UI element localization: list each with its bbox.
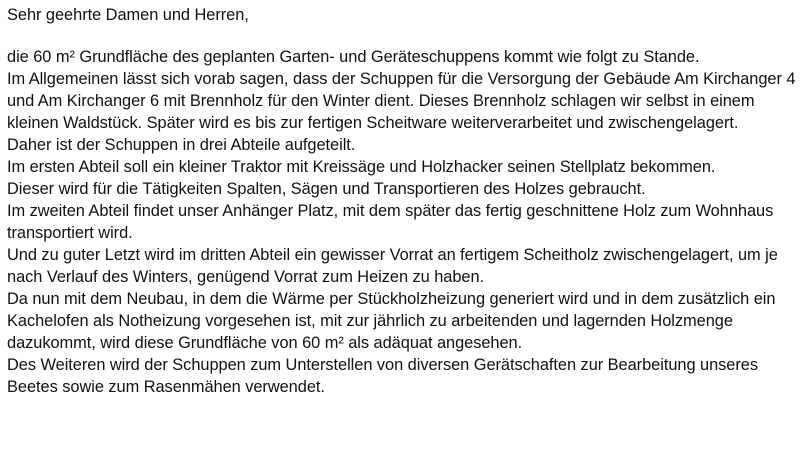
paragraph-first-compartment: Im ersten Abteil soll ein kleiner Traktor mit Kreissäge und Holzhacker seinen Stellplatz bekommen. [7,158,716,176]
paragraph-tractor-use: Dieser wird für die Tätigkeiten Spalten, Sägen und Transportieren des Holzes gebraucht. [7,180,646,198]
paragraph-second-compartment: Im zweiten Abteil findet unser Anhänger Platz, mit dem später das fertig geschnittene Holz zum Wohnhaus transportiert wird. [7,202,774,242]
letter-body [7,4,797,398]
paragraph-third-compartment: Und zu guter Letzt wird im dritten Abteil ein gewisser Vorrat an fertigem Scheitholz zwischengelagert, um je nach Verlauf des Winters, genügend Vorrat zum Heizen zu haben. [7,246,778,286]
letter-greeting: Sehr geehrte Damen und Herren, [7,6,249,24]
paragraph-justification: Da nun mit dem Neubau, in dem die Wärme per Stückholzheizung generiert wird und in dem zusätzlich ein Kachelofen als Notheizung vorgesehen ist, mit zur jährlich zu arbeitenden und lagernden Holzmenge dazukommt, wird diese Grundfläche von 60 m² als adäquat angesehen. [7,290,776,352]
paragraph-tools: Des Weiteren wird der Schuppen zum Unterstellen von diversen Gerätschaften zur Bearbeitung unseres Beetes sowie zum Rasenmähen verwendet. [7,356,758,396]
paragraph-purpose: Im Allgemeinen lässt sich vorab sagen, dass der Schuppen für die Versorgung der Gebäude Am Kirchanger 4 und Am Kirchanger 6 mit Brennholz für den Winter dient. Dieses Brennholz schlagen wir selbst in einem kleinen Waldstück. Später wird es bis zur fertigen Scheitware weiterverarbeitet und zwischengelagert. [7,70,796,132]
paragraph-division: Daher ist der Schuppen in drei Abteile aufgeteilt. [7,136,356,154]
paragraph-intro: die 60 m² Grundfläche des geplanten Garten- und Geräteschuppens kommt wie folgt zu Stande. [7,48,700,66]
